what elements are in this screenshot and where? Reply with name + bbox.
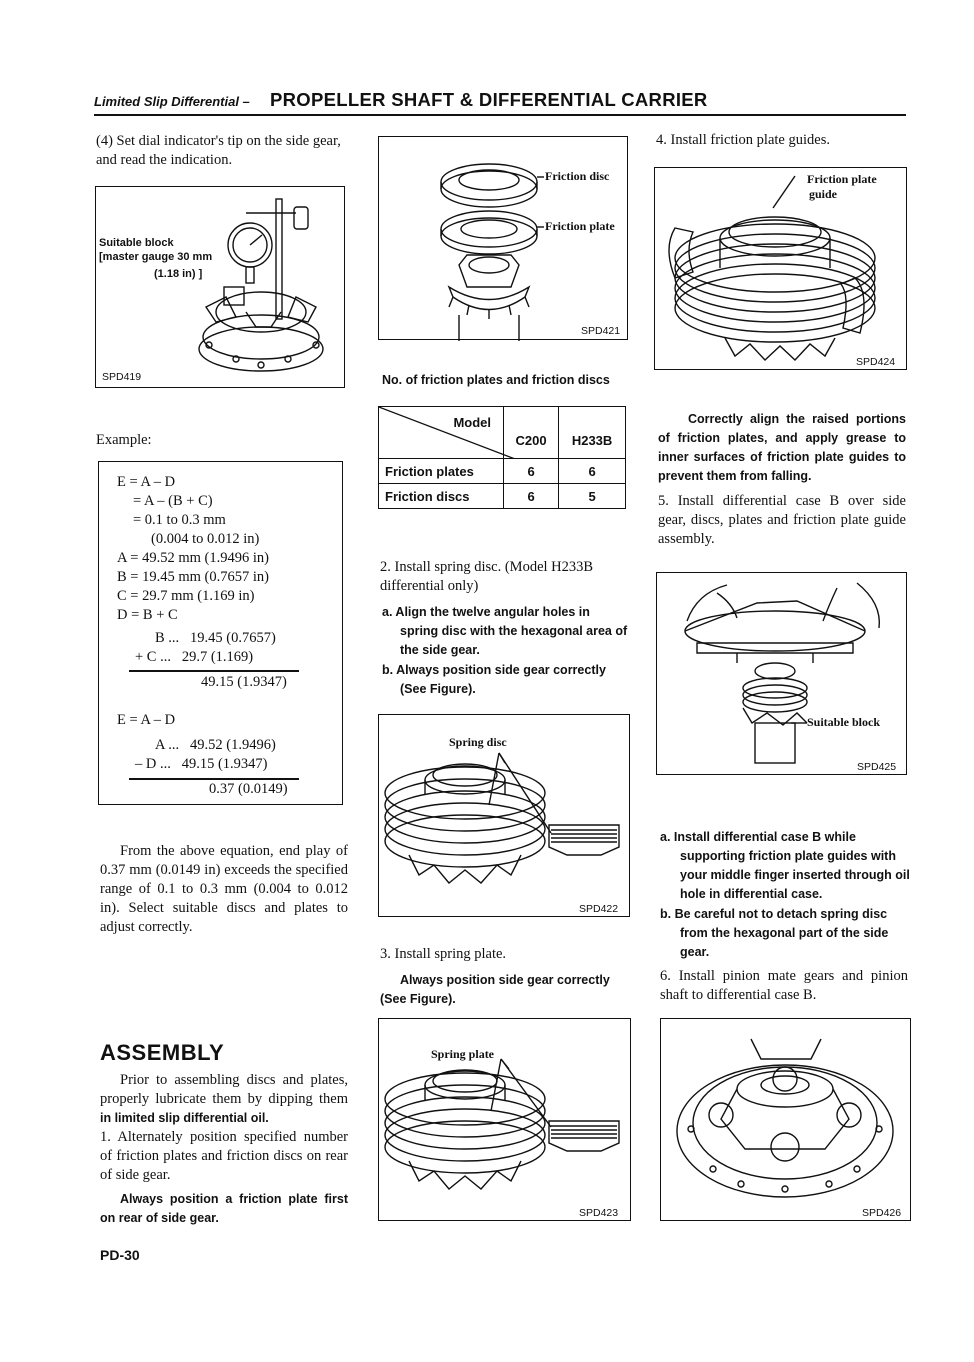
case-b-install-illustration xyxy=(657,573,908,776)
assembly-intro-text: Prior to assembling discs and plates, properly lubricate them by dipping them xyxy=(100,1072,348,1107)
fig419-label-line2: [master gauge 30 mm xyxy=(99,251,213,263)
eq-line-9: B ... 19.45 (0.7657) xyxy=(155,630,276,646)
figure-spd419 xyxy=(95,186,345,388)
table-row-label-discs: Friction discs xyxy=(379,484,504,509)
eq-line-15: 0.37 (0.0149) xyxy=(209,781,288,797)
table-cell-discs-c200: 6 xyxy=(504,484,559,509)
equation-box xyxy=(98,461,343,805)
table-header-h233b: H233B xyxy=(559,407,626,459)
fig425-code: SPD425 xyxy=(857,761,897,773)
fig423-code: SPD423 xyxy=(579,1207,619,1219)
col2-step2-a: a. Align the twelve angular holes in spring disc with the hexagonal area of the side gear. xyxy=(382,605,628,657)
table-header-model-cell xyxy=(379,407,504,459)
table-title: No. of friction plates and friction discs xyxy=(382,373,610,387)
fig421-code: SPD421 xyxy=(581,325,621,337)
eq-rule-2 xyxy=(129,778,299,780)
table-cell-discs-h233b: 5 xyxy=(559,484,626,509)
assembly-step1: 1. Alternately position specified number of friction plates and friction discs on rear of side gear. xyxy=(100,1129,348,1183)
pinion-mate-gears-illustration xyxy=(661,1019,912,1222)
fig421-label-plate: Friction plate xyxy=(545,219,615,233)
eq-line-12: E = A – D xyxy=(117,712,176,728)
assembly-note: Always position a friction plate first on rear of side gear. xyxy=(100,1192,348,1225)
example-label: Example: xyxy=(96,432,152,448)
fig425-label: Suitable block xyxy=(807,715,881,729)
fig419-label-line3: (1.18 in) ] xyxy=(154,268,203,280)
assembly-heading: ASSEMBLY xyxy=(100,1040,225,1065)
fig419-code: SPD419 xyxy=(102,371,142,383)
fig424-label-line2: guide xyxy=(809,187,838,201)
result-paragraph xyxy=(100,842,348,937)
assembly-intro-bold: in limited slip differential oil. xyxy=(100,1111,269,1125)
table-header-model: Model xyxy=(453,415,491,430)
col1-step4-text: (4) Set dial indicator's tip on the side gear, and read the indication. xyxy=(96,133,341,168)
eq-line-14: – D ... 49.15 (1.9347) xyxy=(135,756,268,772)
eq-line-3: = 0.1 to 0.3 mm xyxy=(133,512,226,528)
col3-step5-text: 5. Install differential case B over side gear, discs, plates and friction plate guide assembly. xyxy=(658,493,906,547)
friction-disc-plate-illustration xyxy=(379,137,629,341)
table-diagonal xyxy=(379,407,515,459)
eq-line-11: 49.15 (1.9347) xyxy=(201,674,287,690)
figure-spd421 xyxy=(378,136,628,340)
eq-line-4: (0.004 to 0.012 in) xyxy=(151,531,260,547)
fig419-label-line1: Suitable block xyxy=(99,237,174,249)
header-title: PROPELLER SHAFT & DIFFERENTIAL CARRIER xyxy=(270,89,708,110)
figure-spd424 xyxy=(654,167,907,370)
eq-line-6: B = 19.45 mm (0.7657 in) xyxy=(117,569,269,585)
spring-plate-illustration xyxy=(379,1019,632,1222)
fig424-label-line1: Friction plate xyxy=(807,172,877,186)
col2-step2-text: 2. Install spring disc. (Model H233B differential only) xyxy=(380,559,594,594)
col2-step3-text: 3. Install spring plate. xyxy=(380,946,507,962)
col3-step6-text: 6. Install pinion mate gears and pinion shaft to differential case B. xyxy=(660,968,908,1003)
fig423-label: Spring plate xyxy=(431,1047,495,1061)
fig421-label-disc: Friction disc xyxy=(545,169,610,183)
result-text: From the above equation, end play of 0.37 mm (0.0149 in) exceeds the specified range of 0.1 to 0.3 mm (0.004 to 0.012 in). Select suitable discs and plates to adjust correctly. xyxy=(100,843,348,935)
figure-spd425 xyxy=(656,572,907,775)
col3-step5-a: a. Install differential case B while supporting friction plate guides with your middle finger inserted through oil hole in differential case. xyxy=(660,830,910,901)
figure-spd423 xyxy=(378,1018,631,1221)
assembly-intro xyxy=(100,1071,348,1128)
fig422-label: Spring disc xyxy=(449,735,507,749)
col3-step4-text: 4. Install friction plate guides. xyxy=(656,132,830,148)
page-number: PD-30 xyxy=(100,1247,140,1263)
page-header xyxy=(94,89,906,117)
friction-table xyxy=(378,406,626,509)
eq-line-8: D = B + C xyxy=(117,607,178,623)
eq-line-13: A ... 49.52 (1.9496) xyxy=(155,737,276,753)
table-row-label-plates: Friction plates xyxy=(379,459,504,484)
col3-align-note: Correctly align the raised portions of friction plates, and apply grease to inner surfaces of friction plate guides to prevent them from falling. xyxy=(658,412,906,483)
table-cell-plates-c200: 6 xyxy=(504,459,559,484)
col3-step5-b: b. Be careful not to detach spring disc from the hexagonal part of the side gear. xyxy=(660,907,889,959)
fig424-code: SPD424 xyxy=(856,356,896,368)
eq-line-1: E = A – D xyxy=(117,474,176,490)
eq-line-7: C = 29.7 mm (1.169 in) xyxy=(117,588,255,604)
fig426-code: SPD426 xyxy=(862,1207,902,1219)
eq-line-2: = A – (B + C) xyxy=(133,493,213,509)
col2-step3-note: Always position side gear correctly (See Figure). xyxy=(380,973,610,1006)
eq-rule-1 xyxy=(129,670,299,672)
friction-plate-guide-illustration xyxy=(655,168,908,371)
fig422-code: SPD422 xyxy=(579,903,619,915)
figure-spd426 xyxy=(660,1018,911,1221)
header-rule xyxy=(94,114,906,116)
eq-line-10: + C ... 29.7 (1.169) xyxy=(135,649,254,665)
table-cell-plates-h233b: 6 xyxy=(559,459,626,484)
table-header-c200: C200 xyxy=(504,407,559,459)
eq-line-5: A = 49.52 mm (1.9496 in) xyxy=(117,550,269,566)
header-section-italic: Limited Slip Differential – xyxy=(94,94,250,109)
col2-step2-b: b. Always position side gear correctly (See Figure). xyxy=(382,663,606,696)
figure-spd422 xyxy=(378,714,630,917)
dial-indicator-illustration xyxy=(96,187,346,389)
